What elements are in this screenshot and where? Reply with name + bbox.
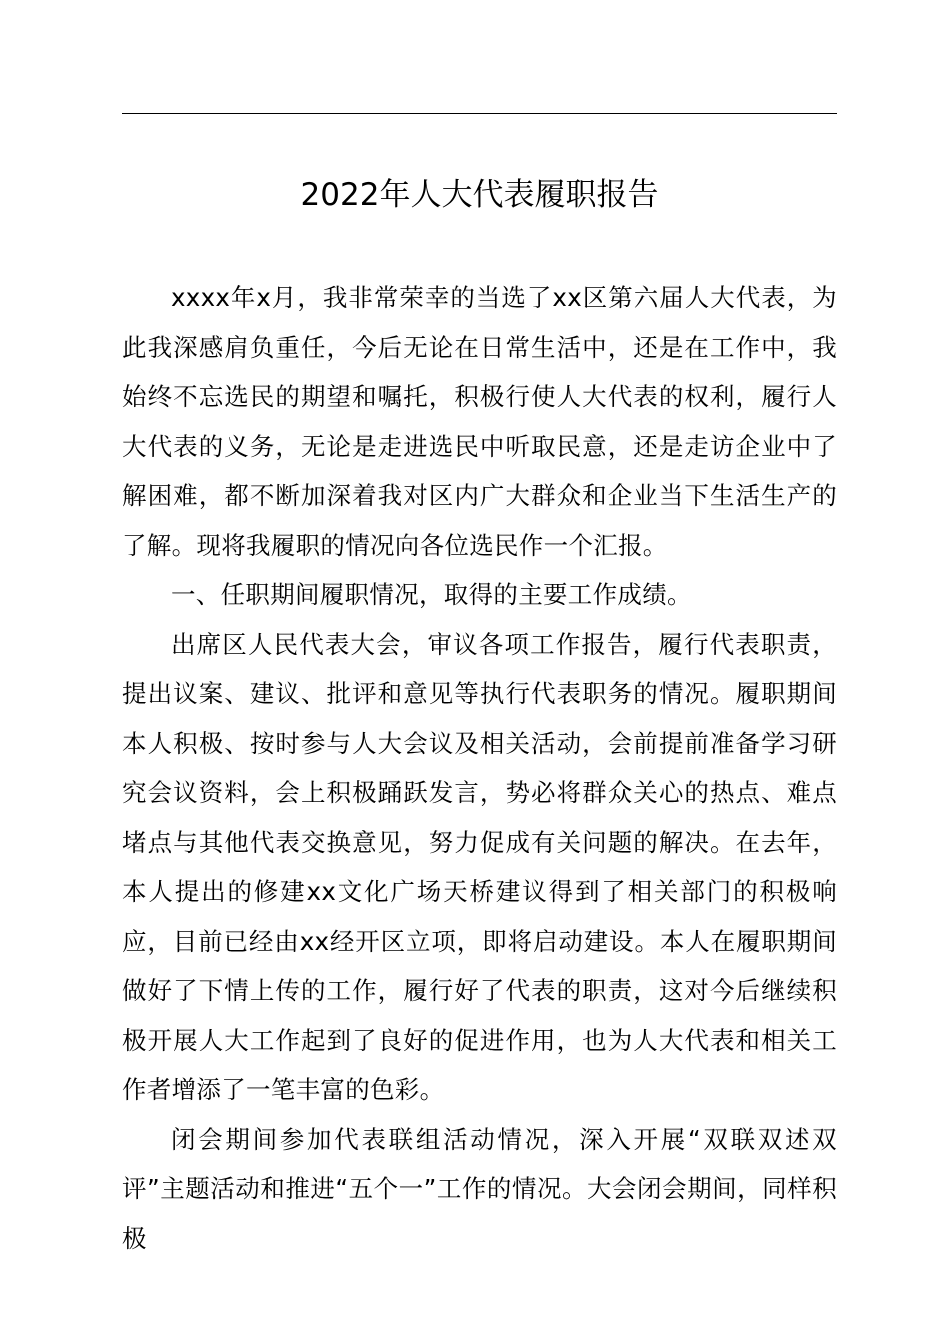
- header-rule: [122, 113, 837, 114]
- section-heading-1: 一、任职期间履职情况，取得的主要工作成绩。: [171, 580, 692, 609]
- paragraph-congress-duties: 出席区人民代表大会，审议各项工作报告，履行代表职责，提出议案、建议、批评和意见等执行代表职务的情况。履职期间本人积极、按时参与人大会议及相关活动，会前提前准备学习研究会议资料，会上积极踊跃发言，势必将群众关心的热点、难点堵点与其他代表交换意见，努力促成有关问题的解决。在去年，本人提出的修建xx文化广场天桥建议得到了相关部门的积极响应，目前已经由xx经开区立项，即将启动建设。本人在履职期间做好了下情上传的工作，履行好了代表的职责，这对今后继续积极开展人大工作起到了良好的促进作用，也为人大代表和相关工作者增添了一笔丰富的色彩。: [122, 629, 837, 1104]
- document-body: [122, 273, 837, 1263]
- paragraph-intro: xxxx年x月，我非常荣幸的当选了xx区第六届人大代表，为此我深感肩负重任，今后无论在日常生活中，还是在工作中，我始终不忘选民的期望和嘱托，积极行使人大代表的权利，履行人大代表的义务，无论是走进选民中听取民意，还是走访企业中了解困难，都不断加深着我对区内广大群众和企业当下生活生产的了解。现将我履职的情况向各位选民作一个汇报。: [122, 283, 837, 560]
- document-title: 2022年人大代表履职报告: [300, 177, 659, 213]
- paragraph-recess-activities: 闭会期间参加代表联组活动情况，深入开展“双联双述双评”主题活动和推进“五个一”工作的情况。大会闭会期间，同样积极: [122, 1124, 837, 1253]
